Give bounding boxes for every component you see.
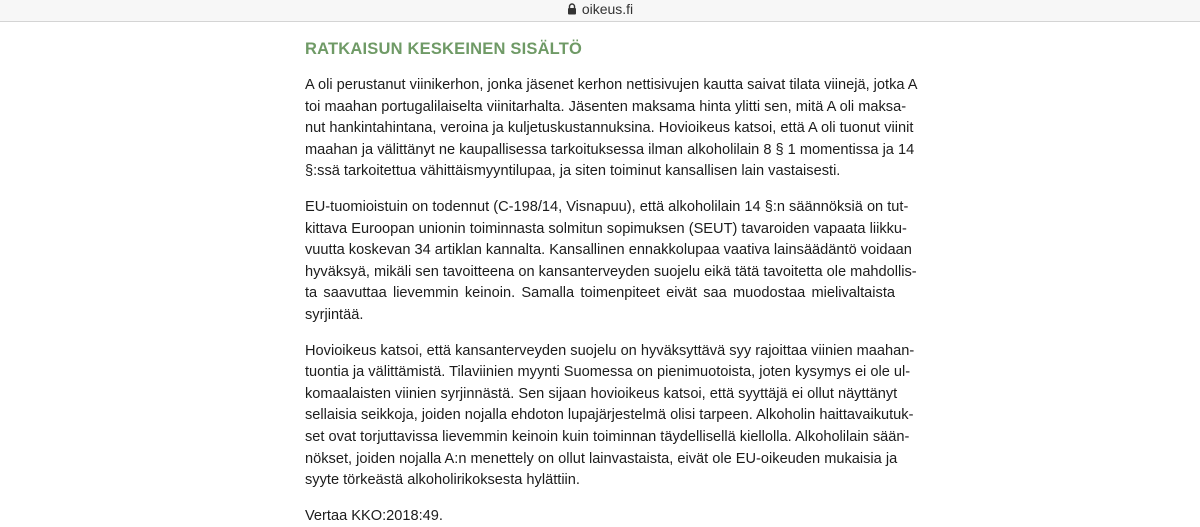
paragraph-line: maahan ja välittänyt ne kaupallisessa tarkoituksessa ilman alkoholilain 8 § 1 momentissa ja 14 bbox=[305, 141, 915, 158]
paragraph-line: komaalaisten viinien syrjinnästä. Sen sijaan hovioikeus katsoi, että syyttäjä ei ollut näyttänyt bbox=[305, 385, 898, 402]
paragraph-line: Vertaa KKO:2018:49. bbox=[305, 507, 443, 524]
paragraph-line: kittava Euroopan unionin toiminnasta solmitun sopimuksen (SEUT) tavaroiden vapaata liikku- bbox=[305, 220, 907, 237]
paragraph-line: §:ssä tarkoitettua vähittäismyyntilupaa, ja siten toiminut kansallisen lain vastaisesti. bbox=[305, 163, 841, 180]
url-text: oikeus.fi bbox=[581, 1, 634, 17]
paragraph-2 bbox=[305, 197, 917, 327]
paragraph-4 bbox=[305, 506, 895, 527]
paragraph-line: toi maahan portugalilaiselta viinitarhalta. Jäsenten maksama hinta ylitti sen, mitä A oli maksa- bbox=[305, 98, 907, 115]
paragraph-line: vuutta koskevan 34 artiklan kannalta. Kansallinen ennakkolupaa vaativa lainsäädäntö voidaan bbox=[305, 242, 912, 259]
paragraph-3 bbox=[305, 341, 915, 492]
url-display[interactable] bbox=[567, 1, 633, 17]
paragraph-line: hyväksyä, mikäli sen tavoitteena on kansanterveyden suojelu eikä tätä tavoitetta ole mahdollis- bbox=[305, 263, 917, 280]
paragraph-line: sellaisia seikkoja, joiden nojalla ehdoton lupajärjestelmä olisi tarpeen. Alkoholin haittavaikutuk- bbox=[305, 407, 914, 424]
paragraph-line: nut hankintahintana, veroina ja kuljetuskustannuksina. Hovioikeus katsoi, että A oli tuonut viinit bbox=[305, 120, 914, 137]
article-content bbox=[305, 38, 918, 527]
paragraph-line: tuontia ja välittämistä. Tilaviinien myynti Suomessa on pienimuotoista, joten kysymys ei ole ul- bbox=[305, 364, 911, 381]
paragraph-line: set ovat torjuttavissa lievemmin keinoin kuin toiminnan täydellisellä kiellolla. Alkoholilain sään- bbox=[305, 428, 910, 445]
paragraph-line: syrjintää. bbox=[305, 306, 364, 323]
paragraph-line: Hovioikeus katsoi, että kansanterveyden suojelu on hyväksyttävä syy rajoittaa viinien maahan- bbox=[305, 342, 915, 359]
paragraph-line: nökset, joiden nojalla A:n menettely on ollut lainvastaista, eivät ole EU-oikeuden mukaisia ja bbox=[305, 450, 898, 467]
lock-icon bbox=[567, 3, 577, 15]
paragraph-line: syyte törkeästä alkoholirikoksesta hylättiin. bbox=[305, 472, 580, 489]
paragraph-1 bbox=[305, 75, 918, 183]
browser-address-bar[interactable] bbox=[0, 0, 1200, 22]
paragraph-line: ta saavuttaa lievemmin keinoin. Samalla toimenpiteet eivät saa muodostaa mielivaltaista bbox=[305, 285, 895, 302]
section-heading: RATKAISUN KESKEINEN SISÄLTÖ bbox=[305, 40, 583, 58]
paragraph-line: EU-tuomioistuin on todennut (C-198/14, Visnapuu), että alkoholilain 14 §:n säännöksiä on tut- bbox=[305, 198, 909, 215]
paragraph-line: A oli perustanut viinikerhon, jonka jäsenet kerhon nettisivujen kautta saivat tilata viinejä, jotka A bbox=[305, 77, 918, 93]
